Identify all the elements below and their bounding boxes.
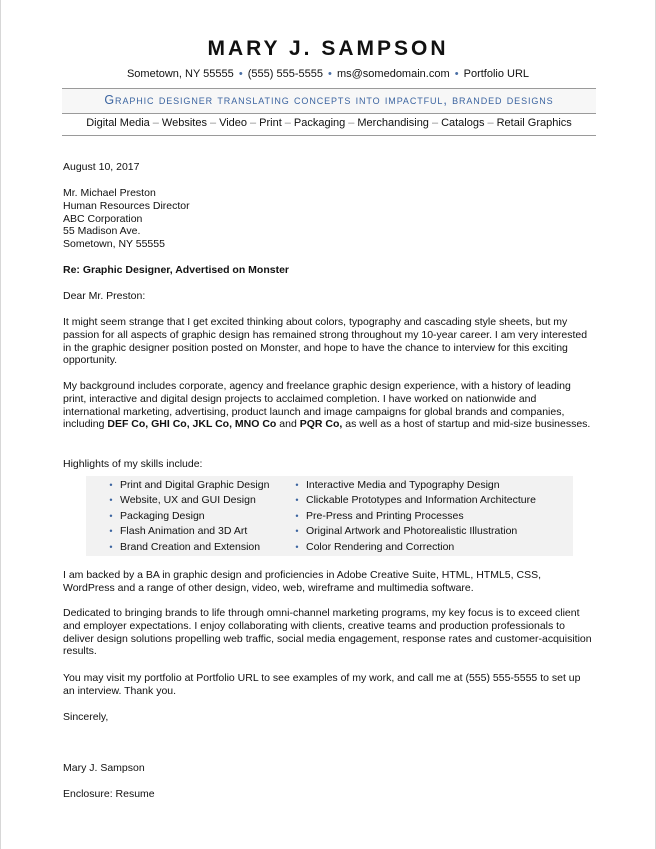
paragraph-5: You may visit my portfolio at Portfolio URL to see examples of my work, and call me at (555) 555-5555 to set up an interview. Thank you. (63, 672, 581, 697)
highlights-intro: Highlights of my skills include: (63, 458, 203, 470)
recipient-company: ABC Corporation (63, 212, 143, 225)
skill-separator: – (348, 117, 355, 129)
contact-address: Sometown, NY 55555 (126, 68, 234, 80)
list-item (288, 509, 536, 524)
paragraph-2-text: My background includes corporate, agency and freelance graphic design experience, with a history of leading print, interactive and digital design projects to acclaimed completion. I have worked on nationwide and international marketing, advertising, product launch and image campaigns for global brands and companies, including (63, 380, 571, 431)
bullet-icon: • (109, 495, 113, 506)
bullet-icon: • (295, 480, 299, 490)
paragraph-1: It might seem strange that I get excited thinking about colors, typography and cascading style sheets, but my passion for all aspects of graphic design has remained strong throughout my 10-year career. I am very interested in the graphic designer position posted on Monster, and hope to have the chance to interview for this exciting opportunity. (63, 316, 588, 367)
bullet-icon: • (295, 510, 299, 521)
recipient-street: 55 Madison Ave. (63, 225, 141, 238)
applicant-name: MARY J. SAMPSON (207, 37, 449, 60)
list-item (102, 524, 269, 539)
contact-phone: (555) 555-5555 (247, 68, 323, 80)
list-item (288, 478, 536, 493)
skill-tag: Video (219, 117, 248, 129)
highlight-text: Pre-Press and Printing Processes (306, 509, 464, 522)
highlight-text: Packaging Design (120, 509, 205, 522)
list-item (288, 524, 536, 539)
tagline: Graphic designer translating concepts into impactful, branded designs (104, 93, 554, 107)
skill-tag: Print (259, 117, 282, 129)
skills-bar (62, 117, 596, 129)
subject-line: Re: Graphic Designer, Advertised on Monster (63, 264, 289, 276)
recipient-name: Mr. Michael Preston (63, 187, 156, 199)
bullet-icon: • (109, 541, 113, 552)
list-item (288, 540, 536, 555)
contact-separator: • (328, 68, 332, 80)
letter-date: August 10, 2017 (63, 161, 140, 173)
enclosure: Enclosure: Resume (63, 788, 155, 800)
paragraph-2-end: as well as a host of startup and mid-size businesses. (342, 418, 591, 431)
page-left-border (0, 0, 1, 849)
skill-tag: Digital Media (86, 117, 150, 129)
skill-separator: – (250, 117, 257, 129)
list-item (102, 509, 269, 524)
divider-rule (62, 135, 596, 136)
list-item (288, 493, 536, 508)
list-item (102, 478, 269, 493)
company-list: DEF Co, GHI Co, JKL Co, MNO Co (107, 418, 277, 431)
highlight-text: Color Rendering and Correction (306, 540, 455, 553)
skill-separator: – (284, 117, 291, 129)
recipient-city: Sometown, NY 55555 (63, 238, 165, 251)
highlight-text: Website, UX and GUI Design (120, 494, 256, 507)
highlight-text: Brand Creation and Extension (120, 540, 261, 553)
skill-separator: – (487, 117, 494, 129)
divider-rule (62, 113, 596, 114)
skill-separator: – (152, 117, 159, 129)
highlights-right-column (288, 478, 536, 555)
skill-tag: Websites (161, 117, 207, 129)
contact-separator: • (454, 68, 459, 80)
skill-tag: Retail Graphics (496, 117, 572, 129)
skill-tag: Merchandising (357, 117, 429, 129)
contact-separator: • (238, 68, 243, 80)
bullet-icon: • (109, 510, 113, 521)
list-item (102, 540, 269, 555)
bullet-icon: • (295, 541, 299, 552)
salutation: Dear Mr. Preston: (63, 290, 146, 302)
highlight-text: Interactive Media and Typography Design (306, 479, 500, 491)
paragraph-2-and: and (276, 418, 300, 431)
highlights-left-column (102, 478, 269, 555)
closing: Sincerely, (63, 711, 109, 723)
bullet-icon: • (109, 480, 113, 490)
skill-tag: Packaging (293, 117, 346, 129)
recipient-title: Human Resources Director (63, 199, 190, 212)
highlight-text: Clickable Prototypes and Information Architecture (306, 494, 536, 507)
list-item (102, 493, 269, 508)
bullet-icon: • (295, 495, 299, 506)
skill-tag: Catalogs (441, 117, 485, 129)
contact-portfolio[interactable]: Portfolio URL (463, 68, 530, 80)
skill-separator: – (431, 117, 439, 129)
contact-line (0, 68, 656, 80)
signature: Mary J. Sampson (63, 762, 145, 774)
paragraph-4: Dedicated to bringing brands to life through omni-channel marketing programs, my key focus is to exceed client and employer expectations. I enjoy collaborating with clients, creative teams and production professionals to deliver design solutions propelling web traffic, social media engagement, response rates and customer-acquisition results. (63, 607, 592, 658)
bullet-icon: • (295, 526, 299, 537)
paragraph-2 (63, 380, 593, 431)
highlight-text: Print and Digital Graphic Design (120, 479, 270, 491)
paragraph-3: I am backed by a BA in graphic design and proficiencies in Adobe Creative Suite, HTML, HTML5, CSS, WordPress and a range of other design, video, web, wireframe and multimedia software. (63, 569, 541, 594)
skill-separator: – (209, 117, 217, 129)
bullet-icon: • (109, 526, 113, 537)
recipient-block (63, 187, 593, 251)
highlight-text: Flash Animation and 3D Art (120, 525, 248, 538)
contact-email[interactable]: ms@somedomain.com (336, 68, 450, 80)
company-last: PQR Co, (299, 418, 343, 431)
highlight-text: Original Artwork and Photorealistic Illustration (306, 525, 518, 538)
